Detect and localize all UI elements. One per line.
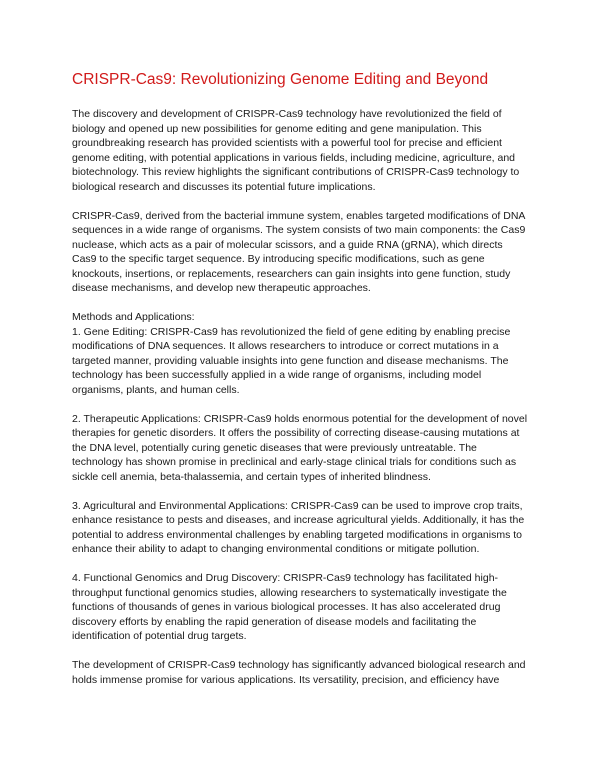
document-title: CRISPR-Cas9: Revolutionizing Genome Editing and Beyond [72, 71, 489, 88]
application-functional-genomics: 4. Functional Genomics and Drug Discovery: CRISPR-Cas9 technology has facilitated high-throughput functional genomics studies, allowing researchers to systematically investigate the functions of thousands of genes in various biological processes. It has also accelerated drug discovery efforts by enabling the rapid generation of disease models and facilitating the identification of potential drug targets. [72, 572, 507, 642]
application-therapeutic: 2. Therapeutic Applications: CRISPR-Cas9 holds enormous potential for the development of novel therapies for genetic disorders. It offers the possibility of correcting disease-causing mutations at the DNA level, potentially curing genetic diseases that were previously untreatable. The technology has shown promise in preclinical and early-stage clinical trials for conditions such as sickle cell anemia, beta-thalassemia, and certain types of inherited blindness. [72, 412, 528, 483]
methods-section [72, 310, 530, 397]
methods-heading: Methods and Applications: [72, 311, 195, 323]
document-page [72, 70, 530, 687]
intro-paragraph: The discovery and development of CRISPR-Cas9 technology have revolutionized the field of biology and opened up new possibilities for genome editing and gene manipulation. This groundbreaking research has provided scientists with a powerful tool for precise and efficient genome editing, with potential applications in various fields, including medicine, agriculture, and biotechnology. This review highlights the significant contributions of CRISPR-Cas9 technology to biological research and discusses its potential future implications. [72, 108, 520, 193]
application-gene-editing: 1. Gene Editing: CRISPR-Cas9 has revolutionized the field of gene editing by enabling precise modifications of DNA sequences. It allows researchers to introduce or correct mutations in a targeted manner, providing valuable insights into gene function and disease mechanisms. The technology has been successfully applied in a wide range of organisms, including model organisms, plants, and human cells. [72, 325, 511, 396]
application-agricultural: 3. Agricultural and Environmental Applications: CRISPR-Cas9 can be used to improve crop traits, enhance resistance to pests and diseases, and increase agricultural yields. Additionally, it has the potential to address environmental challenges by enabling targeted modifications in organisms to enhance their ability to adapt to changing environmental conditions or mitigate pollution. [72, 499, 525, 555]
system-paragraph: CRISPR-Cas9, derived from the bacterial immune system, enables targeted modifications of DNA sequences in a wide range of organisms. The system consists of two main components: the Cas9 nuclease, which acts as a pair of molecular scissors, and a guide RNA (gRNA), which directs Cas9 to the specific target sequence. By introducing specific modifications, such as gene knockouts, insertions, or replacements, researchers can gain insights into gene function, study disease mechanisms, and develop new therapeutic approaches. [72, 209, 526, 294]
closing-paragraph: The development of CRISPR-Cas9 technology has significantly advanced biological research and holds immense promise for various applications. Its versatility, precision, and efficiency have [72, 659, 526, 686]
